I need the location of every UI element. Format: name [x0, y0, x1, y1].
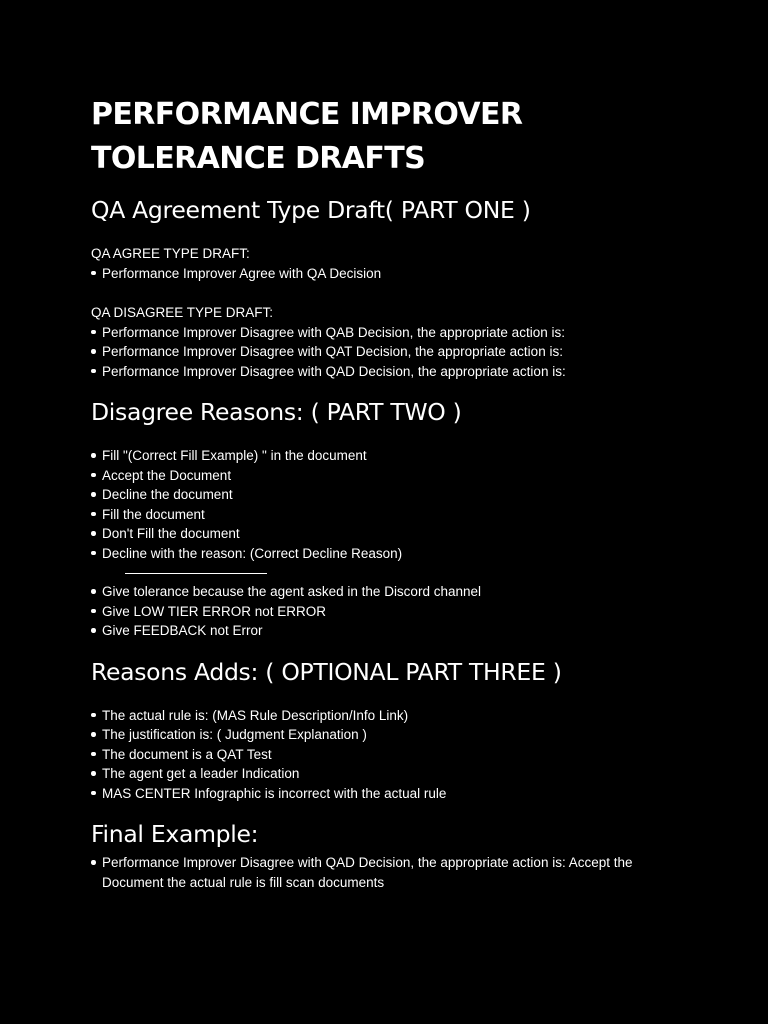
bullet-icon	[91, 602, 102, 622]
list-item-text: MAS CENTER Infographic is incorrect with the actual rule	[102, 785, 447, 801]
part-one-heading: QA Agreement Type Draft( PART ONE )	[91, 196, 531, 224]
list-item	[91, 362, 691, 382]
list-item-text: Fill "(Correct Fill Example) " in the document	[102, 448, 367, 463]
list-item-text: Performance Improver Disagree with QAD Decision, the appropriate action is:	[102, 363, 566, 379]
document-title-line-2: TOLERANCE DRAFTS	[91, 141, 426, 176]
bullet-icon	[91, 764, 102, 784]
bullet-icon	[91, 446, 102, 466]
reasons-adds-list	[91, 706, 691, 804]
list-item-text: Give LOW TIER ERROR not ERROR	[102, 603, 327, 619]
bullet-icon	[91, 505, 102, 525]
list-item	[91, 582, 691, 602]
document-title-line-1: PERFORMANCE IMPROVER	[91, 97, 523, 132]
bullet-icon	[91, 725, 102, 745]
list-item	[91, 323, 691, 343]
disagree-type-label: QA DISAGREE TYPE DRAFT:	[91, 305, 274, 320]
document-title	[91, 93, 691, 181]
bullet-icon	[91, 524, 102, 544]
bullet-icon	[91, 544, 102, 564]
bullet-icon	[91, 342, 102, 362]
list-item	[91, 725, 691, 745]
list-item-text: The document is a QAT Test	[102, 746, 272, 762]
bullet-icon	[91, 264, 102, 284]
list-item	[91, 706, 691, 726]
final-example-heading: Final Example:	[91, 820, 259, 848]
list-item-text: Give tolerance because the agent asked in the Discord channel	[102, 584, 481, 599]
bullet-icon	[91, 784, 102, 804]
list-item	[91, 524, 691, 544]
list-item	[91, 784, 691, 804]
list-item	[91, 745, 691, 765]
bullet-icon	[91, 582, 102, 602]
disagree-reasons-list	[91, 446, 691, 563]
final-example-list	[91, 853, 691, 892]
bullet-icon	[91, 621, 102, 641]
list-item	[91, 466, 691, 486]
list-item-text: The justification is: ( Judgment Explanation )	[102, 727, 367, 742]
list-item	[91, 264, 691, 284]
list-item-text: Fill the document	[102, 506, 205, 522]
list-item	[91, 505, 691, 525]
list-item	[91, 853, 691, 892]
document-page	[91, 93, 691, 892]
part-three-heading: Reasons Adds: ( OPTIONAL PART THREE )	[91, 657, 562, 686]
bullet-icon	[91, 745, 102, 765]
bullet-icon	[91, 485, 102, 505]
divider-line	[125, 573, 267, 574]
list-item	[91, 446, 691, 466]
list-item	[91, 544, 691, 564]
list-item-text: Decline with the reason: (Correct Decline Reason)	[102, 545, 403, 561]
bullet-icon	[91, 853, 102, 873]
list-item-text: Performance Improver Disagree with QAT Decision, the appropriate action is:	[102, 344, 563, 359]
bullet-icon	[91, 706, 102, 726]
agree-type-label: QA AGREE TYPE DRAFT:	[91, 246, 250, 261]
tolerance-reasons-list	[91, 582, 691, 641]
list-item-text: Performance Improver Agree with QA Decision	[102, 265, 382, 281]
list-item	[91, 764, 691, 784]
list-item	[91, 342, 691, 362]
list-item-text: Give FEEDBACK not Error	[102, 623, 263, 638]
bullet-icon	[91, 362, 102, 382]
list-item-text: Don't Fill the document	[102, 526, 240, 541]
list-item-text: The agent get a leader Indication	[102, 766, 300, 781]
list-item-text: The actual rule is: (MAS Rule Description/Info Link)	[102, 707, 409, 723]
bullet-icon	[91, 466, 102, 486]
part-two-heading: Disagree Reasons: ( PART TWO )	[91, 398, 462, 426]
list-item-text: Decline the document	[102, 487, 233, 502]
bullet-icon	[91, 323, 102, 343]
list-item	[91, 602, 691, 622]
list-item-text: Accept the Document	[102, 467, 232, 483]
list-item-text: Performance Improver Disagree with QAD Decision, the appropriate action is: Accept the Document the actual rule is fill scan documents	[102, 855, 633, 890]
list-item	[91, 621, 691, 641]
list-item	[91, 485, 691, 505]
list-item-text: Performance Improver Disagree with QAB Decision, the appropriate action is:	[102, 324, 565, 340]
